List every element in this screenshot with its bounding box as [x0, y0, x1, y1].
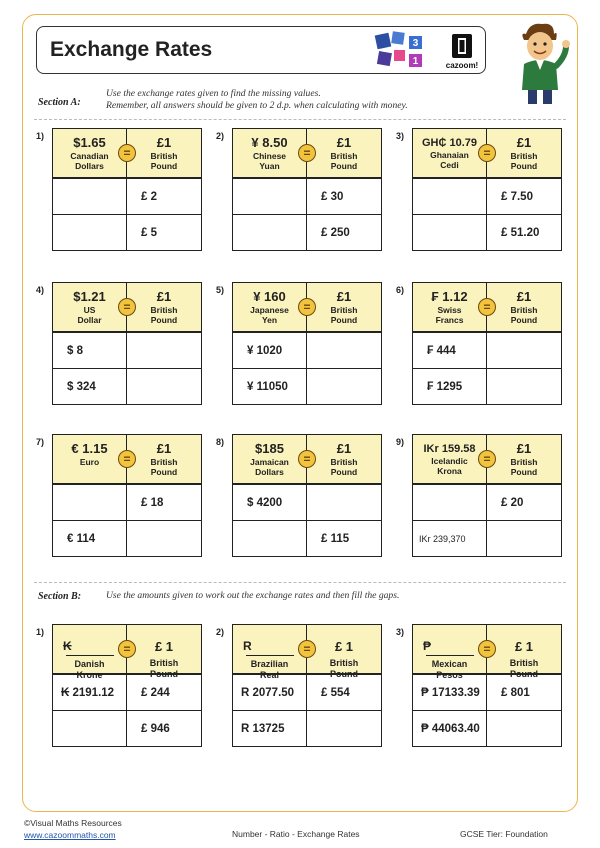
- answer-cell-foreign[interactable]: $ 324: [53, 369, 127, 404]
- foreign-currency-name: Canadian Dollars: [70, 151, 109, 171]
- pound-currency-name: British Pound: [510, 151, 538, 171]
- rate-header: [233, 283, 381, 332]
- foreign-currency-symbol: ₱: [423, 639, 432, 653]
- answer-cell-pound[interactable]: £ 801: [501, 686, 530, 699]
- answer-cell-pound[interactable]: £ 30: [321, 190, 344, 203]
- answer-row: [53, 520, 201, 556]
- answer-row: [233, 332, 381, 368]
- answer-row: [413, 214, 561, 250]
- exchange-rate-card: [232, 282, 382, 405]
- foreign-currency-name: Japanese Yen: [250, 305, 289, 325]
- foreign-rate-amount: $185: [255, 441, 284, 456]
- pound-currency: [307, 283, 381, 331]
- page-title: Exchange Rates: [50, 38, 213, 61]
- answer-cell-pound[interactable]: £ 244: [141, 686, 170, 699]
- svg-text:1: 1: [412, 56, 419, 67]
- equals-icon: =: [118, 144, 136, 162]
- pound-currency: [307, 625, 381, 679]
- pound-currency: [127, 625, 201, 679]
- footer-url[interactable]: [24, 830, 116, 840]
- pound-currency: [127, 435, 201, 483]
- fraction-line: [66, 655, 114, 656]
- exchange-rate-card: [52, 282, 202, 405]
- equals-icon: =: [298, 450, 316, 468]
- foreign-currency-name: Swiss Francs: [435, 305, 464, 325]
- pound-rate-amount: £1: [336, 135, 352, 150]
- answer-cell-pound[interactable]: [127, 369, 201, 404]
- exchange-rate-card: [52, 624, 202, 747]
- foreign-rate-amount: ₣ 1.12: [431, 289, 468, 304]
- pound-rate-amount: £ 1: [154, 639, 174, 654]
- rate-header: [233, 435, 381, 484]
- pound-currency-name: British Pound: [510, 457, 538, 477]
- answer-cell-pound[interactable]: [307, 485, 381, 520]
- foreign-rate-amount: IKr 159.58: [423, 443, 476, 455]
- answer-cell-foreign[interactable]: R 2077.50: [233, 675, 307, 710]
- answer-cell-pound[interactable]: £ 51.20: [501, 226, 540, 239]
- answer-row: [413, 520, 561, 556]
- pound-rate-amount: £ 1: [334, 639, 354, 654]
- equals-icon: =: [298, 640, 316, 658]
- fraction-line: [426, 655, 474, 656]
- pound-rate-amount: £1: [516, 441, 532, 456]
- foreign-currency-name: Icelandic Krona: [431, 456, 468, 476]
- equals-icon: =: [478, 298, 496, 316]
- answer-row: [233, 520, 381, 556]
- pound-currency: [487, 625, 561, 679]
- answer-cell-pound[interactable]: £ 554: [321, 686, 350, 699]
- pound-currency-name: British Pound: [150, 457, 178, 477]
- answer-cell-pound[interactable]: £ 5: [141, 226, 157, 239]
- equals-icon: =: [298, 298, 316, 316]
- answer-cell-foreign[interactable]: [53, 179, 127, 214]
- pound-currency-name: British Pound: [330, 457, 358, 477]
- answer-row: [233, 178, 381, 214]
- question-number: 6): [396, 285, 405, 295]
- question-number: 5): [216, 285, 225, 295]
- equals-icon: =: [478, 450, 496, 468]
- question-number: 3): [396, 131, 405, 141]
- section-a-divider: [34, 119, 566, 120]
- rate-header: [413, 129, 561, 178]
- foreign-rate-amount: ¥ 160: [253, 289, 286, 304]
- answer-cell-foreign[interactable]: [233, 215, 307, 250]
- answer-row: [233, 710, 381, 746]
- exchange-rate-card: [232, 128, 382, 251]
- exchange-rate-card: [412, 624, 562, 747]
- pound-currency-name: British Pound: [509, 658, 539, 679]
- pound-currency-name: British Pound: [510, 305, 538, 325]
- answer-cell-pound[interactable]: [487, 711, 561, 746]
- rate-header: [233, 129, 381, 178]
- answer-cell-foreign[interactable]: IKr 239,370: [413, 521, 487, 556]
- rate-header: [413, 435, 561, 484]
- answer-cell-foreign[interactable]: [413, 215, 487, 250]
- answer-cell-foreign[interactable]: [233, 179, 307, 214]
- question-number: 8): [216, 437, 225, 447]
- answer-cell-pound[interactable]: £ 18: [141, 496, 164, 509]
- section-a-label: Section A:: [38, 97, 81, 108]
- rate-header: [53, 283, 201, 332]
- answer-row: [413, 368, 561, 404]
- pound-rate-amount: £1: [516, 289, 532, 304]
- section-b-instructions: Use the amounts given to work out the exchange rates and then fill the gaps.: [106, 590, 400, 601]
- svg-text:3: 3: [412, 38, 419, 49]
- pound-currency: [307, 129, 381, 177]
- answer-row: [53, 214, 201, 250]
- foreign-currency: [53, 129, 127, 177]
- answer-cell-foreign[interactable]: R 13725: [233, 711, 307, 746]
- answer-cell-pound[interactable]: £ 7.50: [501, 190, 533, 203]
- answer-cell-foreign[interactable]: ₣ 444: [413, 333, 487, 368]
- foreign-currency: [233, 435, 307, 483]
- foreign-currency: [233, 283, 307, 331]
- answer-cell-foreign[interactable]: [413, 179, 487, 214]
- foreign-currency-symbol: ₭: [63, 639, 72, 653]
- pound-rate-amount: £ 1: [514, 639, 534, 654]
- pound-rate-amount: £1: [156, 289, 172, 304]
- answer-cell-foreign[interactable]: [53, 711, 127, 746]
- pound-currency-name: British Pound: [150, 305, 178, 325]
- question-number: 9): [396, 437, 405, 447]
- answer-row: [233, 214, 381, 250]
- foreign-currency: [413, 283, 487, 331]
- answer-row: [233, 368, 381, 404]
- answer-row: [413, 710, 561, 746]
- equals-icon: =: [298, 144, 316, 162]
- answer-cell-pound[interactable]: £ 2: [141, 190, 157, 203]
- question-number: 2): [216, 131, 225, 141]
- rate-header: [53, 435, 201, 484]
- foreign-currency-name: Jamaican Dollars: [250, 457, 289, 477]
- foreign-currency: [413, 129, 487, 177]
- foreign-currency-name: Danish Krone: [74, 659, 105, 680]
- answer-cell-pound[interactable]: [487, 521, 561, 556]
- pound-rate-amount: £1: [336, 441, 352, 456]
- pound-rate-amount: £1: [156, 135, 172, 150]
- equals-icon: =: [478, 144, 496, 162]
- answer-row: [53, 178, 201, 214]
- question-number: 1): [36, 627, 45, 637]
- answer-cell-pound[interactable]: £ 250: [321, 226, 350, 239]
- exchange-rate-card: [412, 434, 562, 557]
- answer-row: [53, 710, 201, 746]
- pound-currency: [487, 283, 561, 331]
- pound-rate-amount: £1: [336, 289, 352, 304]
- answer-cell-pound[interactable]: [307, 369, 381, 404]
- answer-cell-pound[interactable]: £ 946: [141, 722, 170, 735]
- equals-icon: =: [478, 640, 496, 658]
- pound-currency-name: British Pound: [330, 305, 358, 325]
- foreign-rate-amount: € 1.15: [71, 441, 108, 456]
- foreign-currency-name: Chinese Yuan: [252, 151, 287, 171]
- foreign-currency-name: Mexican Pesos: [431, 659, 468, 680]
- exchange-rate-card: [412, 128, 562, 251]
- fraction-line: [246, 655, 294, 656]
- exchange-rate-card: [412, 282, 562, 405]
- foreign-rate-amount: ¥ 8.50: [251, 135, 288, 150]
- pound-rate-amount: £1: [156, 441, 172, 456]
- foreign-currency: [53, 435, 127, 483]
- rate-header: [233, 625, 381, 680]
- foreign-rate-amount: GH₵ 10.79: [421, 137, 478, 149]
- rate-header: [413, 283, 561, 332]
- answer-cell-foreign[interactable]: $ 4200: [233, 485, 307, 520]
- question-number: 2): [216, 627, 225, 637]
- answer-cell-foreign[interactable]: ₣ 1295: [413, 369, 487, 404]
- svg-text:cazoom!: cazoom!: [445, 61, 479, 70]
- answer-cell-pound[interactable]: £ 20: [501, 496, 524, 509]
- pound-currency-name: British Pound: [150, 151, 178, 171]
- answer-cell-foreign[interactable]: [53, 485, 127, 520]
- foreign-currency-name: US Dollar: [77, 305, 102, 325]
- answer-cell-foreign[interactable]: € 114: [53, 521, 127, 556]
- answer-cell-pound[interactable]: [307, 333, 381, 368]
- answer-row: [53, 484, 201, 520]
- answer-cell-foreign[interactable]: ₱ 17133.39: [413, 675, 487, 710]
- pound-currency: [127, 283, 201, 331]
- pound-currency-name: British Pound: [330, 151, 358, 171]
- mascot-illustration: [508, 20, 572, 106]
- footer-copyright: ©Visual Maths Resources: [24, 818, 122, 828]
- question-number: 1): [36, 131, 45, 141]
- foreign-currency-name: Ghanaian Cedi: [430, 150, 469, 170]
- foreign-currency: [53, 625, 127, 680]
- foreign-currency: [413, 435, 487, 483]
- footer-tier: GCSE Tier: Foundation: [460, 829, 548, 839]
- pound-currency-name: British Pound: [149, 658, 179, 679]
- answer-cell-pound[interactable]: £ 115: [321, 532, 350, 545]
- answer-row: [233, 484, 381, 520]
- question-number: 4): [36, 285, 45, 295]
- pound-currency: [127, 129, 201, 177]
- question-number: 7): [36, 437, 45, 447]
- foreign-currency-symbol: R: [243, 639, 252, 653]
- foreign-currency: [233, 625, 307, 680]
- cazoom-brand-logo: [444, 32, 480, 72]
- answer-cell-pound[interactable]: [487, 369, 561, 404]
- exchange-rate-card: [232, 624, 382, 747]
- answer-row: [413, 484, 561, 520]
- pound-currency: [307, 435, 381, 483]
- exchange-rate-card: [52, 128, 202, 251]
- answer-cell-foreign[interactable]: ¥ 11050: [233, 369, 307, 404]
- pound-currency: [487, 129, 561, 177]
- pound-currency-name: British Pound: [329, 658, 359, 679]
- foreign-currency-name: Euro: [79, 457, 100, 467]
- answer-cell-foreign[interactable]: $ 8: [53, 333, 127, 368]
- answer-cell-foreign[interactable]: [53, 215, 127, 250]
- rate-header: [53, 129, 201, 178]
- foreign-rate-amount: $1.65: [73, 135, 106, 150]
- answer-cell-foreign[interactable]: ¥ 1020: [233, 333, 307, 368]
- exchange-rate-card: [232, 434, 382, 557]
- pound-currency: [487, 435, 561, 483]
- answer-cell-foreign[interactable]: [413, 485, 487, 520]
- exchange-rate-card: [52, 434, 202, 557]
- equals-icon: =: [118, 640, 136, 658]
- equals-icon: =: [118, 450, 136, 468]
- foreign-currency: [53, 283, 127, 331]
- rate-header: [413, 625, 561, 680]
- foreign-currency: [413, 625, 487, 680]
- answer-row: [53, 368, 201, 404]
- section-a-instructions: Use the exchange rates given to find the missing values. Remember, all answers should be given to 2 d.p. when calculating with money.: [106, 88, 408, 111]
- footer-url-link[interactable]: www.cazoommaths.com: [24, 830, 116, 840]
- answer-cell-pound[interactable]: [127, 333, 201, 368]
- section-b-divider: [34, 582, 566, 583]
- rate-header: [53, 625, 201, 680]
- question-number: 3): [396, 627, 405, 637]
- answer-cell-pound[interactable]: [487, 333, 561, 368]
- footer-topic: Number - Ratio - Exchange Rates: [232, 829, 360, 839]
- answer-cell-foreign[interactable]: ₱ 44063.40: [413, 711, 487, 746]
- cazoom-squares-logo: [372, 30, 432, 72]
- answer-row: [413, 178, 561, 214]
- answer-cell-foreign[interactable]: ₭ 2191.12: [53, 675, 127, 710]
- equals-icon: =: [118, 298, 136, 316]
- answer-cell-foreign[interactable]: [233, 521, 307, 556]
- answer-row: [413, 332, 561, 368]
- pound-rate-amount: £1: [516, 135, 532, 150]
- answer-row: [53, 332, 201, 368]
- foreign-currency: [233, 129, 307, 177]
- section-b-label: Section B:: [38, 591, 82, 602]
- foreign-rate-amount: $1.21: [73, 289, 106, 304]
- foreign-currency-name: Brazilian Real: [250, 659, 289, 680]
- answer-cell-pound[interactable]: [307, 711, 381, 746]
- answer-cell-pound[interactable]: [127, 521, 201, 556]
